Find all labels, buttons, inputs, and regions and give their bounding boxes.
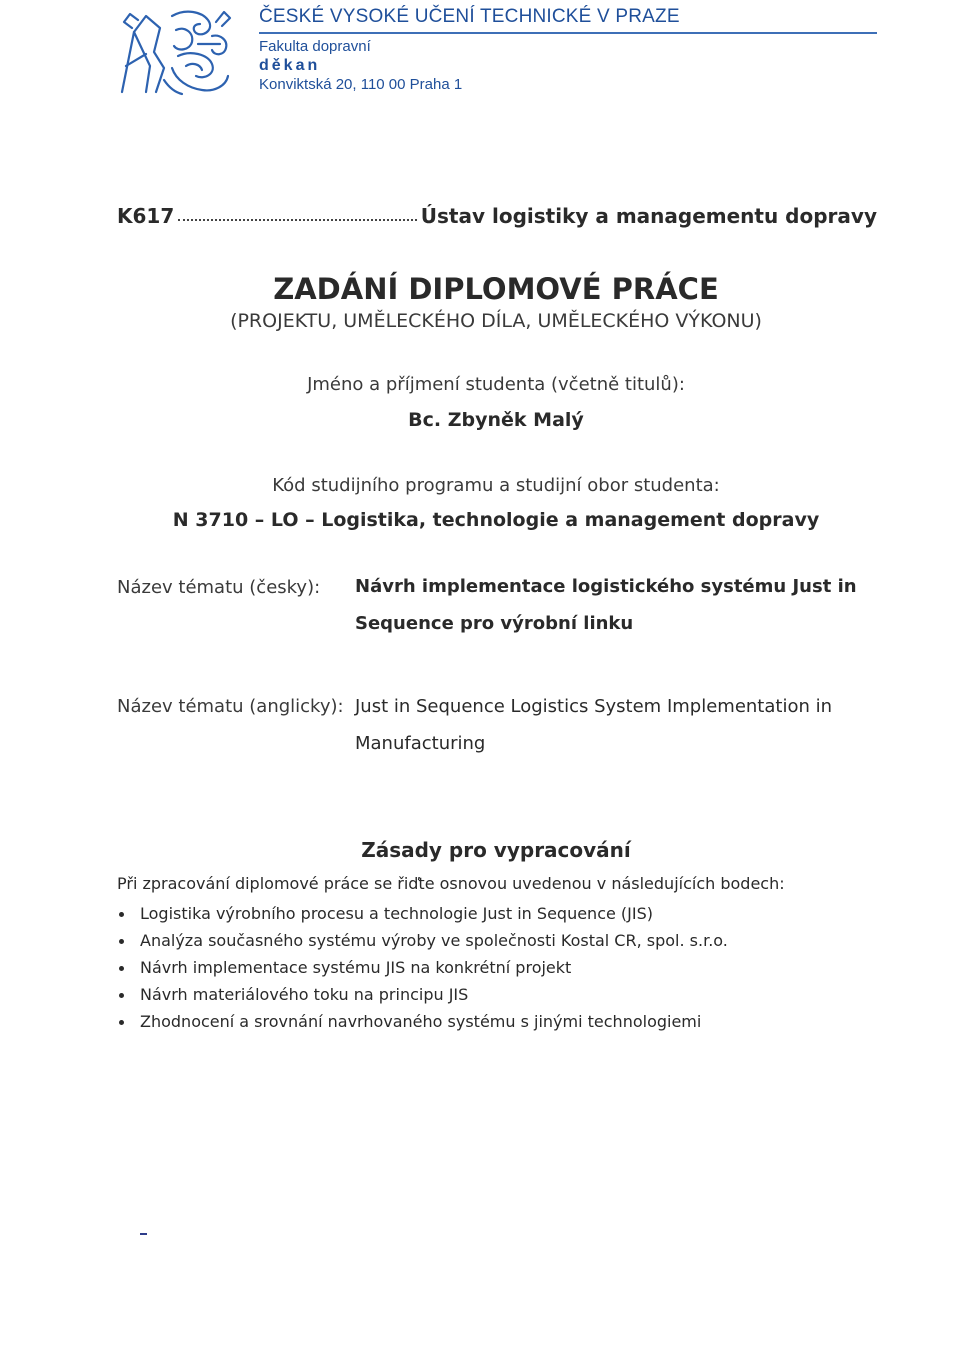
list-item-text: Návrh implementace systému JIS na konkrétní projekt: [140, 958, 572, 977]
dotted-leader: [178, 207, 417, 221]
document-subtitle: (PROJEKTU, UMĚLECKÉHO DÍLA, UMĚLECKÉHO VÝKONU): [230, 310, 762, 332]
address: Konviktská 20, 110 00 Praha 1: [259, 76, 463, 93]
scan-mark: [140, 1233, 147, 1235]
list-item: [117, 954, 728, 981]
student-name: Bc. Zbyněk Malý: [408, 409, 584, 431]
topic-english-value: Just in Sequence Logistics System Implementation in Manufacturing: [355, 696, 832, 754]
topic-czech-label: Název tématu (česky):: [117, 577, 321, 598]
study-program-label: Kód studijního programu a studijní obor studenta:: [272, 475, 720, 496]
topic-english-label: Název tématu (anglicky):: [117, 696, 344, 717]
department-line: [117, 204, 877, 228]
university-name: ČESKÉ VYSOKÉ UČENÍ TECHNICKÉ V PRAZE: [259, 6, 680, 27]
list-item: [117, 1008, 728, 1035]
dean-label: děkan: [259, 57, 321, 74]
study-program-value: N 3710 – LO – Logistika, technologie a management dopravy: [172, 509, 820, 531]
principles-list: [117, 900, 728, 1035]
list-item-text: Logistika výrobního procesu a technologie Just in Sequence (JIS): [140, 904, 653, 923]
bullet-icon: [119, 1020, 124, 1025]
student-name-label: Jméno a příjmení studenta (včetně titulů):: [307, 374, 685, 395]
department-name: Ústav logistiky a managementu dopravy: [420, 204, 877, 228]
list-item-text: Analýza současného systému výroby ve společnosti Kostal CR, spol. s.r.o.: [140, 931, 728, 950]
list-item-text: Zhodnocení a srovnání navrhovaného systému s jinými technologiemi: [140, 1012, 702, 1031]
principles-heading: Zásady pro vypracování: [361, 838, 631, 862]
bullet-icon: [119, 912, 124, 917]
topic-czech-value: Návrh implementace logistického systému Just in Sequence pro výrobní linku: [355, 576, 857, 634]
list-item: [117, 900, 728, 927]
bullet-icon: [119, 993, 124, 998]
list-item: [117, 981, 728, 1008]
bullet-icon: [119, 966, 124, 971]
department-code: K617: [117, 204, 175, 228]
faculty-name: Fakulta dopravní: [259, 38, 371, 55]
principles-intro: Při zpracování diplomové práce se řiďte osnovou uvedenou v následujících bodech:: [117, 874, 785, 893]
bullet-icon: [119, 939, 124, 944]
letterhead-divider: [259, 32, 877, 34]
ctu-logo-icon: [116, 6, 236, 98]
list-item: [117, 927, 728, 954]
list-item-text: Návrh materiálového toku na principu JIS: [140, 985, 469, 1004]
document-title: ZADÁNÍ DIPLOMOVÉ PRÁCE: [273, 272, 719, 306]
